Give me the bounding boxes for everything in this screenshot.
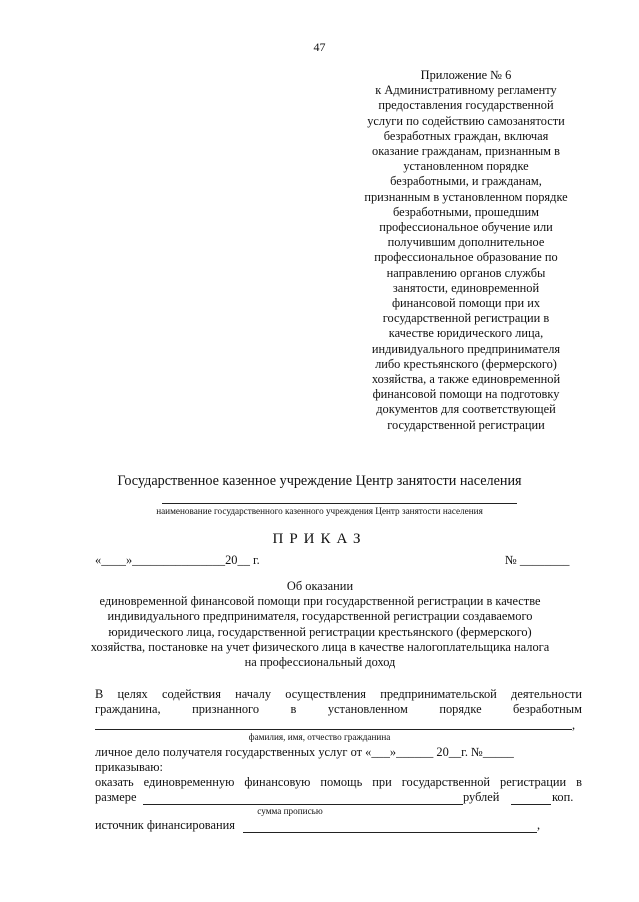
subject-line: юридического лица, государственной регистрации крестьянского (фермерского) (108, 624, 532, 639)
appendix-header (362, 68, 570, 433)
citizen-name-caption: фамилия, имя, отчество гражданина (248, 732, 391, 742)
citizen-line-word: гражданина, (95, 702, 161, 716)
appendix-line: государственной регистрации (387, 417, 545, 432)
appendix-line: к Административному регламенту (375, 83, 557, 98)
rubles-label: рублей (463, 790, 500, 804)
subject-line: единовременной финансовой помощи при государственной регистрации в качестве (99, 594, 541, 609)
appendix-line: занятости, единовременной (392, 280, 540, 295)
citizen-line-word: порядке (439, 702, 482, 716)
document-title: ПРИКАЗ (272, 531, 367, 547)
amount-label: размере (95, 790, 137, 804)
appendix-line: получившим дополнительное (387, 235, 545, 250)
amount-caption: сумма прописью (257, 806, 323, 816)
appendix-line: профессиональное обучение или (379, 220, 553, 235)
body-line-purpose: В целях содействия началу осуществления предпринимательской деятельности (95, 687, 582, 701)
funding-source-comma: , (537, 818, 541, 832)
kopeks-line (511, 804, 551, 805)
organization-caption: наименование государственного казенного учреждения Центр занятости населения (156, 506, 483, 516)
organization-name: Государственное казенное учреждение Центр занятости населения (117, 473, 522, 489)
appendix-line: направлению органов службы (386, 265, 546, 280)
appendix-line: установленном порядке (403, 159, 529, 174)
body-line-citizen (95, 702, 582, 717)
appendix-line: финансовой помощи при их (391, 296, 541, 311)
appendix-line: предоставления государственной (378, 98, 554, 113)
body-line-case-file: личное дело получателя государственных услуг от «___»______ 20__г. №_____ (95, 745, 514, 759)
appendix-line: оказание гражданам, признанным в (372, 144, 560, 159)
appendix-line: признанным в установленном порядке (364, 189, 568, 204)
funding-source-line (243, 832, 537, 833)
number-field: № ________ (505, 553, 570, 567)
page-number: 47 (313, 40, 326, 54)
body-line-grant: оказать единовременную финансовую помощь при государственной регистрации в (95, 775, 582, 789)
body-line-order-word: приказываю: (95, 760, 163, 774)
organization-underline (162, 503, 517, 504)
appendix-line: государственной регистрации в (382, 311, 550, 326)
appendix-line: документов для соответствующей (376, 402, 556, 417)
citizen-line-word: признанного (192, 702, 260, 716)
kopeks-label: коп. (552, 790, 574, 804)
appendix-line: безработных граждан, включая (383, 128, 549, 143)
subject-line: на профессиональный доход (244, 655, 396, 670)
subject-line: Об оказании (286, 579, 354, 593)
appendix-line: безработными, прошедшим (393, 204, 539, 219)
appendix-line: Приложение № 6 (420, 68, 512, 82)
citizen-line-word: в (290, 702, 297, 716)
amount-line (143, 804, 463, 805)
citizen-name-line (95, 729, 572, 730)
citizen-line-word: безработным (513, 702, 582, 716)
appendix-line: профессиональное образование по (374, 250, 558, 265)
funding-source-label: источник финансирования (95, 818, 235, 832)
citizen-line-word: установленном (327, 702, 408, 716)
appendix-line: финансовой помощи на подготовку (372, 387, 560, 402)
subject-line: индивидуального предпринимателя, государственной регистрации создаваемого (107, 609, 533, 624)
appendix-line: безработными, и гражданам, (390, 174, 542, 189)
appendix-line: индивидуального предпринимателя (371, 341, 561, 356)
appendix-line: услуги по содействию самозанятости (367, 113, 565, 128)
appendix-line: качестве юридического лица, (388, 326, 544, 341)
citizen-line-comma: , (572, 718, 576, 732)
order-subject (80, 579, 560, 670)
appendix-line: либо крестьянского (фермерского) (375, 356, 557, 371)
date-field: «____»_______________20__ г. (95, 553, 260, 567)
subject-line: хозяйства, постановке на учет физического лица в качестве налогоплательщика налога (90, 639, 550, 654)
appendix-line: хозяйства, а также единовременной (371, 372, 561, 387)
